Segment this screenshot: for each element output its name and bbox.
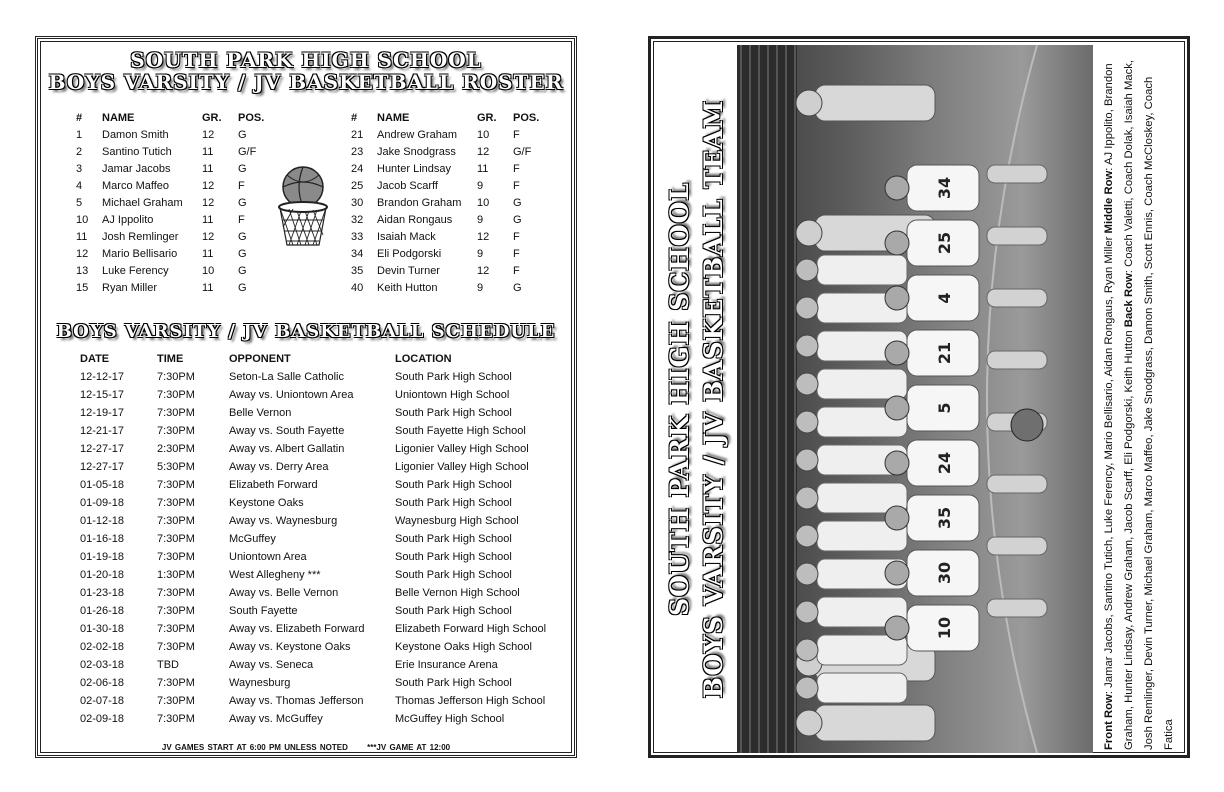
back-row-label: Back Row	[1123, 273, 1135, 328]
schedule-row	[80, 494, 555, 512]
game-opponent: West Allegheny ***	[229, 569, 321, 581]
roster-title: BOYS VARSITY / JV BASKETBALL ROSTER	[48, 70, 564, 94]
roster-row	[76, 262, 268, 279]
jersey-number: 5	[935, 402, 954, 414]
player-grade: 11	[477, 162, 489, 175]
game-opponent: Belle Vernon	[229, 407, 292, 419]
front-row-legs	[987, 599, 1047, 617]
game-date: 02-06-18	[80, 677, 125, 689]
player-grade: 10	[477, 128, 490, 141]
roster-schedule-panel	[35, 36, 577, 758]
player-number: 3	[76, 162, 83, 175]
player-position: G/F	[238, 145, 257, 158]
game-opponent: Away vs. Albert Gallatin	[229, 443, 345, 455]
schedule-row	[80, 512, 555, 530]
game-location: South Park High School	[395, 533, 512, 545]
game-opponent: Away vs. Uniontown Area	[229, 389, 354, 401]
game-location: Belle Vernon High School	[395, 587, 520, 599]
game-opponent: South Fayette	[229, 605, 298, 617]
player-head	[885, 176, 909, 200]
game-location: South Park High School	[395, 551, 512, 563]
schedule-row	[80, 566, 555, 584]
jersey-number: 10	[935, 616, 954, 640]
jersey-number: 24	[935, 451, 954, 475]
coach-figure	[815, 705, 935, 741]
court-line	[987, 45, 1037, 753]
schedule-header-location: LOCATION	[395, 353, 452, 365]
player-position: G	[238, 162, 247, 175]
roster-row	[351, 194, 543, 211]
player-position: G	[238, 196, 247, 209]
roster-row	[351, 143, 543, 160]
player-number: 1	[76, 128, 83, 141]
game-time: 7:30PM	[157, 695, 195, 707]
player-name: Luke Ferency	[102, 264, 169, 277]
game-time: 7:30PM	[157, 479, 195, 491]
front-row-legs	[987, 227, 1047, 245]
player-head	[885, 616, 909, 640]
player-head	[796, 601, 818, 623]
basketball	[1011, 409, 1043, 441]
roster-row	[351, 211, 543, 228]
roster-header-name: NAME	[102, 111, 135, 124]
schedule-row	[80, 602, 555, 620]
player-position: G	[513, 196, 522, 209]
schedule-title: BOYS VARSITY / JV BASKETBALL SCHEDULE	[56, 321, 556, 342]
game-time: 7:30PM	[157, 425, 195, 437]
roster-header-row	[76, 109, 268, 126]
game-opponent: Uniontown Area	[229, 551, 307, 563]
roster-row	[351, 228, 543, 245]
standing-player	[817, 369, 907, 399]
roster-row	[76, 143, 268, 160]
game-opponent: Keystone Oaks	[229, 497, 304, 509]
game-date: 02-07-18	[80, 695, 125, 707]
player-number: 4	[76, 179, 83, 192]
player-grade: 12	[477, 230, 490, 243]
player-head	[885, 341, 909, 365]
game-date: 12-12-17	[80, 371, 125, 383]
game-date: 01-19-18	[80, 551, 125, 563]
player-head	[796, 639, 818, 661]
player-name: Ryan Miller	[102, 281, 158, 294]
roster-row	[76, 194, 268, 211]
player-grade: 12	[477, 264, 490, 277]
game-location: Ligonier Valley High School	[395, 443, 529, 455]
roster-row	[76, 211, 268, 228]
game-date: 01-09-18	[80, 497, 125, 509]
game-date: 01-12-18	[80, 515, 125, 527]
roster-header-grade: GR.	[477, 111, 497, 124]
schedule-row	[80, 620, 555, 638]
roster-row	[351, 177, 543, 194]
player-position: G	[238, 281, 247, 294]
player-head	[885, 231, 909, 255]
player-head	[796, 335, 818, 357]
player-name: Jamar Jacobs	[102, 162, 171, 175]
roster-table-right	[351, 109, 543, 296]
player-head	[885, 286, 909, 310]
schedule-row	[80, 674, 555, 692]
player-position: F	[513, 247, 520, 260]
game-location: Erie Insurance Arena	[395, 659, 498, 671]
player-name: Devin Turner	[377, 264, 440, 277]
player-grade: 11	[202, 213, 214, 226]
game-location: South Park High School	[395, 605, 512, 617]
game-date: 01-26-18	[80, 605, 125, 617]
game-date: 01-05-18	[80, 479, 125, 491]
game-opponent: Away vs. McGuffey	[229, 713, 323, 725]
game-opponent: Away vs. Waynesburg	[229, 515, 338, 527]
game-location: Thomas Jefferson High School	[395, 695, 546, 707]
roster-row	[76, 160, 268, 177]
player-position: G	[238, 264, 247, 277]
front-row-legs	[987, 351, 1047, 369]
team-photo-drawing	[737, 45, 1093, 753]
schedule-row	[80, 530, 555, 548]
schedule-row	[80, 584, 555, 602]
front-row-names: : Jamar Jacobs, Santino Tutich, Luke Ferency, Mario Bellisario, Aidan Rongaus, Ryan Miller	[1103, 233, 1115, 695]
roster-row	[351, 245, 543, 262]
schedule-row	[80, 368, 555, 386]
game-date: 01-23-18	[80, 587, 125, 599]
game-location: South Park High School	[395, 497, 512, 509]
jersey-number: 34	[935, 176, 954, 200]
schedule-row	[80, 548, 555, 566]
coach-head	[796, 220, 822, 246]
game-time: 7:30PM	[157, 371, 195, 383]
player-grade: 12	[202, 128, 215, 141]
player-head	[796, 449, 818, 471]
game-time: 7:30PM	[157, 623, 195, 635]
player-head	[796, 373, 818, 395]
game-opponent: Waynesburg	[229, 677, 291, 689]
schedule-row	[80, 404, 555, 422]
player-position: G	[513, 213, 522, 226]
schedule-header-time: TIME	[157, 353, 184, 365]
player-number: 35	[351, 264, 364, 277]
player-position: F	[238, 179, 245, 192]
player-number: 40	[351, 281, 364, 294]
roster-row	[351, 126, 543, 143]
team-title-vertical	[661, 45, 737, 753]
game-time: 2:30PM	[157, 443, 195, 455]
roster-header-row	[351, 109, 543, 126]
game-time: 7:30PM	[157, 389, 195, 401]
front-row-legs	[987, 537, 1047, 555]
roster-header-num: #	[351, 111, 358, 124]
front-row-label: Front Row	[1103, 694, 1115, 750]
player-grade: 9	[477, 281, 484, 294]
player-position: F	[513, 162, 520, 175]
player-grade: 9	[477, 247, 484, 260]
player-grade: 11	[202, 281, 214, 294]
player-grade: 9	[477, 179, 484, 192]
player-grade: 10	[202, 264, 215, 277]
player-grade: 10	[477, 196, 490, 209]
game-date: 01-20-18	[80, 569, 125, 581]
game-time: 7:30PM	[157, 515, 195, 527]
player-name: Michael Graham	[102, 196, 183, 209]
player-position: F	[513, 264, 520, 277]
player-grade: 12	[202, 230, 215, 243]
middle-row-names: : AJ Ippolito, Brandon Graham, Hunter Lindsay, Andrew Graham, Jacob Scarff, Eli Podgorski, Keith Hutton	[1103, 63, 1135, 750]
game-opponent: Away vs. Elizabeth Forward	[229, 623, 365, 635]
team-photo	[737, 45, 1093, 753]
player-head	[885, 451, 909, 475]
game-time: TBD	[157, 659, 179, 671]
player-name: Isaiah Mack	[377, 230, 436, 243]
game-location: Ligonier Valley High School	[395, 461, 529, 473]
schedule-header-opponent: OPPONENT	[229, 353, 291, 365]
player-head	[796, 259, 818, 281]
player-name: Santino Tutich	[102, 145, 172, 158]
player-head	[885, 506, 909, 530]
standing-player	[817, 673, 907, 703]
roster-header-pos: POS.	[513, 111, 540, 124]
schedule-note	[38, 743, 574, 752]
roster-row	[351, 262, 543, 279]
player-name: Marco Maffeo	[102, 179, 170, 192]
game-time: 7:30PM	[157, 533, 195, 545]
jersey-number: 35	[935, 506, 954, 530]
schedule-header-row	[80, 350, 555, 368]
standing-player	[817, 255, 907, 285]
game-location: South Park High School	[395, 479, 512, 491]
player-name: Aidan Rongaus	[377, 213, 453, 226]
player-number: 15	[76, 281, 89, 294]
basketball-hoop-icon	[273, 165, 333, 249]
player-grade: 12	[202, 179, 215, 192]
front-row-legs	[987, 475, 1047, 493]
game-location: Uniontown High School	[395, 389, 510, 401]
schedule-row	[80, 386, 555, 404]
game-opponent: Away vs. South Fayette	[229, 425, 345, 437]
jv-game-note: ***JV GAME AT 12:00	[367, 743, 451, 752]
roster-header-pos: POS.	[238, 111, 265, 124]
schedule-row	[80, 710, 555, 728]
roster-row	[351, 160, 543, 177]
jv-start-note: JV GAMES START AT 6:00 PM UNLESS NOTED	[161, 743, 348, 752]
player-position: F	[513, 230, 520, 243]
roster-title-school: SOUTH PARK HIGH SCHOOL	[130, 48, 482, 72]
player-position: G	[513, 281, 522, 294]
game-location: Keystone Oaks High School	[395, 641, 532, 653]
player-position: F	[513, 179, 520, 192]
player-name: Hunter Lindsay	[377, 162, 451, 175]
game-date: 02-02-18	[80, 641, 125, 653]
player-number: 5	[76, 196, 83, 209]
player-head	[796, 525, 818, 547]
game-date: 12-27-17	[80, 461, 125, 473]
coach-head	[796, 710, 822, 736]
player-head	[796, 411, 818, 433]
team-photo-panel	[648, 36, 1190, 758]
player-position: F	[238, 213, 245, 226]
player-grade: 11	[202, 247, 214, 260]
coach-head	[796, 90, 822, 116]
middle-row-label: Middle Row	[1103, 170, 1115, 234]
player-name: Jacob Scarff	[377, 179, 438, 192]
schedule-row	[80, 692, 555, 710]
game-time: 7:30PM	[157, 641, 195, 653]
schedule-row	[80, 656, 555, 674]
game-opponent: Away vs. Thomas Jefferson	[229, 695, 364, 707]
team-title: BOYS VARSITY / JV BASKETBALL TEAM	[699, 99, 728, 699]
game-location: McGuffey High School	[395, 713, 505, 725]
player-head	[885, 396, 909, 420]
player-position: F	[513, 128, 520, 141]
game-time: 7:30PM	[157, 497, 195, 509]
game-opponent: Seton-La Salle Catholic	[229, 371, 344, 383]
game-date: 12-27-17	[80, 443, 125, 455]
game-time: 7:30PM	[157, 587, 195, 599]
roster-row	[76, 126, 268, 143]
game-opponent: McGuffey	[229, 533, 276, 545]
game-location: Waynesburg High School	[395, 515, 519, 527]
jersey-number: 25	[935, 231, 954, 255]
game-opponent: Away vs. Belle Vernon	[229, 587, 339, 599]
game-date: 01-30-18	[80, 623, 125, 635]
team-title-school: SOUTH PARK HIGH SCHOOL	[665, 182, 694, 616]
player-number: 13	[76, 264, 89, 277]
player-grade: 9	[477, 213, 484, 226]
roster-row	[76, 228, 268, 245]
player-number: 24	[351, 162, 364, 175]
coach-figure	[815, 85, 935, 121]
schedule-row	[80, 476, 555, 494]
game-date: 12-19-17	[80, 407, 125, 419]
player-number: 12	[76, 247, 89, 260]
player-grade: 12	[202, 196, 215, 209]
game-location: South Park High School	[395, 371, 512, 383]
player-head	[796, 563, 818, 585]
game-location: South Park High School	[395, 407, 512, 419]
roster-row	[76, 245, 268, 262]
player-head	[796, 487, 818, 509]
schedule-row	[80, 458, 555, 476]
player-grade: 12	[477, 145, 490, 158]
player-number: 10	[76, 213, 89, 226]
game-location: South Park High School	[395, 569, 512, 581]
game-opponent: Away vs. Keystone Oaks	[229, 641, 351, 653]
roster-header-name: NAME	[377, 111, 410, 124]
player-grade: 11	[202, 162, 214, 175]
game-opponent: Away vs. Derry Area	[229, 461, 329, 473]
game-time: 7:30PM	[157, 713, 195, 725]
player-number: 2	[76, 145, 83, 158]
player-head	[796, 297, 818, 319]
roster-table-left	[76, 109, 268, 296]
player-name: AJ Ippolito	[102, 213, 154, 226]
schedule-row	[80, 638, 555, 656]
player-name: Eli Podgorski	[377, 247, 442, 260]
game-opponent: Elizabeth Forward	[229, 479, 318, 491]
player-head	[885, 561, 909, 585]
game-location: Elizabeth Forward High School	[395, 623, 547, 635]
player-number: 21	[351, 128, 364, 141]
player-name: Damon Smith	[102, 128, 169, 141]
game-time: 7:30PM	[157, 551, 195, 563]
game-date: 02-03-18	[80, 659, 125, 671]
player-number: 11	[76, 230, 88, 243]
game-time: 5:30PM	[157, 461, 195, 473]
player-name: Brandon Graham	[377, 196, 462, 209]
jersey-number: 21	[935, 341, 954, 365]
roster-row	[76, 177, 268, 194]
game-time: 7:30PM	[157, 605, 195, 617]
player-name: Mario Bellisario	[102, 247, 178, 260]
player-name: Andrew Graham	[377, 128, 458, 141]
game-date: 12-15-17	[80, 389, 125, 401]
game-location: South Park High School	[395, 677, 512, 689]
schedule-row	[80, 422, 555, 440]
player-name: Jake Snodgrass	[377, 145, 456, 158]
player-position: G	[238, 247, 247, 260]
roster-row	[76, 279, 268, 296]
player-name: Josh Remlinger	[102, 230, 179, 243]
player-number: 25	[351, 179, 364, 192]
game-location: South Fayette High School	[395, 425, 526, 437]
roster-header-grade: GR.	[202, 111, 222, 124]
schedule-header-date: DATE	[80, 353, 110, 365]
player-number: 30	[351, 196, 364, 209]
schedule-row	[80, 440, 555, 458]
player-number: 32	[351, 213, 364, 226]
game-date: 12-21-17	[80, 425, 125, 437]
player-name: Keith Hutton	[377, 281, 438, 294]
front-row-legs	[987, 289, 1047, 307]
player-position: G	[238, 128, 247, 141]
game-opponent: Away vs. Seneca	[229, 659, 314, 671]
player-number: 33	[351, 230, 364, 243]
player-head	[796, 677, 818, 699]
schedule-table	[80, 350, 555, 728]
game-time: 7:30PM	[157, 677, 195, 689]
back-row-names: : Coach Valetti, Coach Dolak, Isaiah Mack, Josh Remlinger, Devin Turner, Michael Graham, Marco Maffeo, Jake Snodgrass, Damon Smith, Scott Ennis, Coach McCloskey, Coach Fatica	[1123, 59, 1175, 750]
game-date: 02-09-18	[80, 713, 125, 725]
front-row-legs	[987, 165, 1047, 183]
player-position: G	[238, 230, 247, 243]
team-caption	[1097, 45, 1183, 753]
jersey-number: 4	[935, 292, 954, 304]
player-position: G/F	[513, 145, 532, 158]
game-time: 7:30PM	[157, 407, 195, 419]
player-number: 23	[351, 145, 364, 158]
player-number: 34	[351, 247, 364, 260]
roster-row	[351, 279, 543, 296]
player-grade: 11	[202, 145, 214, 158]
game-date: 01-16-18	[80, 533, 125, 545]
roster-header-num: #	[76, 111, 83, 124]
jersey-number: 30	[935, 561, 954, 585]
game-time: 1:30PM	[157, 569, 195, 581]
